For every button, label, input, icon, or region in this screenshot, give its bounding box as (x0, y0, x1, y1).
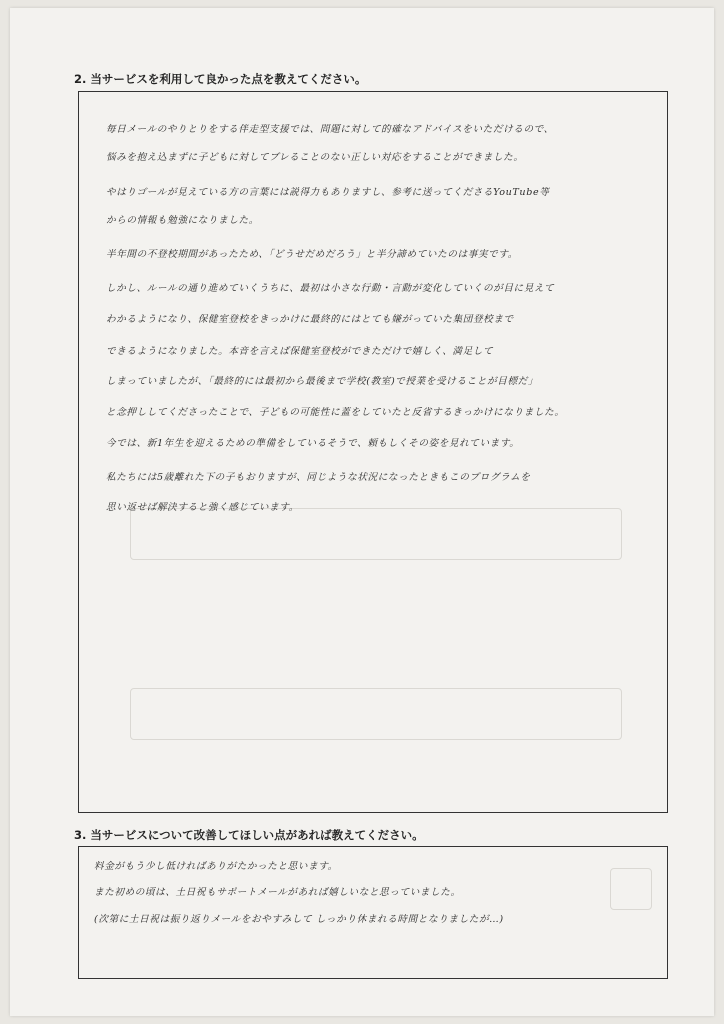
answer-2-line: しかし、ルールの通り進めていくうちに、最初は小さな行動・言動が変化していくのが目に見えて (106, 283, 555, 294)
answer-2-line: 思い返せば解決すると強く感じています。 (106, 502, 299, 513)
answer-2-line: 半年間の不登校期間があったため、「どうせだめだろう」と半分諦めていたのは事実です。 (106, 249, 518, 260)
answer-2-line: しまっていましたが、「最終的には最初から最後まで学校(教室)で授業を受けることが目標だ」 (106, 376, 539, 387)
answer-2-line: からの情報も勉強になりました。 (106, 215, 259, 226)
answer-2-line: 悩みを抱え込まずに子どもに対してブレることのない正しい対応をすることができました。 (106, 152, 524, 163)
answer-2-line: 今では、新1年生を迎えるための準備をしているそうで、頼もしくその姿を見れています。 (106, 438, 520, 449)
question-2-answer-box (78, 91, 668, 813)
answer-2-line: できるようになりました。本音を言えば保健室登校ができただけで嬉しく、満足して (106, 346, 494, 357)
answer-2-line: 毎日メールのやりとりをする伴走型支援では、問題に対して的確なアドバイスをいただけるので、 (106, 124, 554, 135)
answer-2-line: と念押ししてくださったことで、子どもの可能性に蓋をしていたと反省するきっかけになりました。 (106, 407, 565, 418)
answer-3-line: 料金がもう少し低ければありがたかったと思います。 (94, 861, 338, 872)
answer-3-line: (次第に土日祝は振り返りメールをおやすみして しっかり休まれる時間となりましたが…) (94, 914, 504, 925)
answer-2-line: わかるようになり、保健室登校をきっかけに最終的にはとても嫌がっていた集団登校まで (106, 314, 514, 325)
answer-2-line: やはりゴールが見えている方の言葉には説得力もありますし、参考に送ってくださるYouTube等 (106, 187, 550, 198)
answer-2-line: 私たちには5歳離れた下の子もおりますが、同じような状況になったときもこのプログラムを (106, 472, 531, 483)
question-2-title: 2. 当サービスを利用して良かった点を教えてください。 (74, 72, 367, 86)
survey-sheet (10, 8, 714, 1016)
answer-3-line: また初めの頃は、土日祝もサポートメールがあれば嬉しいなと思っていました。 (94, 887, 461, 898)
question-3-title: 3. 当サービスについて改善してほしい点があれば教えてください。 (74, 828, 424, 842)
